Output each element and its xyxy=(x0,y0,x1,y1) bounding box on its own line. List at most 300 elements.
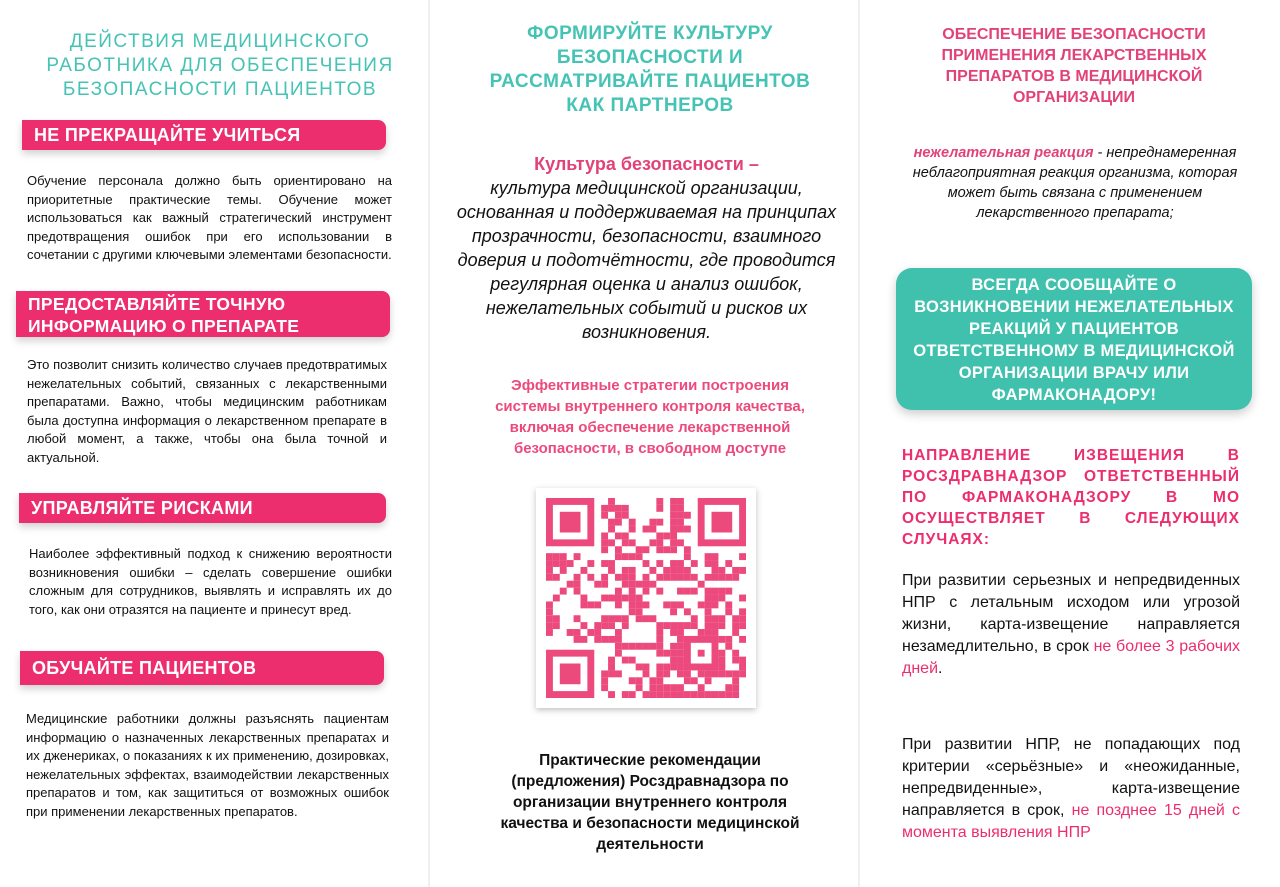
qr-module xyxy=(643,560,650,567)
qr-module xyxy=(608,636,615,643)
qr-module xyxy=(677,684,684,691)
qr-module xyxy=(567,581,574,588)
qr-module xyxy=(712,553,719,560)
qr-module xyxy=(608,505,615,512)
qr-module xyxy=(608,622,615,629)
qr-module xyxy=(677,498,684,505)
qr-code[interactable] xyxy=(536,488,756,708)
qr-module xyxy=(553,615,560,622)
qr-module xyxy=(739,567,746,574)
qr-module xyxy=(546,560,553,567)
qr-module xyxy=(622,622,629,629)
qr-module xyxy=(677,650,684,657)
qr-module xyxy=(643,581,650,588)
qr-module xyxy=(663,622,670,629)
qr-module xyxy=(629,643,636,650)
section-text: Обучение персонала должно быть ориентировано на приоритетные практические темы. Обучение может использоваться как важный стратегический инструмент предотвращения ошибок при его использовании в сочетании с другими ключевыми элементами безопасности. xyxy=(27,173,392,262)
section-text: Медицинские работники должны разъяснять пациентам информацию о назначенных лекарственных препаратах и их дженериках, о показаниях к их применению, дозировках, нежелательных эффектах, взаимодействии лекарственных препаратов и том, как защититься от возможных ошибок при применении лекарственных препаратов. xyxy=(26,711,389,819)
qr-module xyxy=(615,643,622,650)
qr-module xyxy=(663,532,670,539)
qr-module xyxy=(656,560,663,567)
qr-module xyxy=(677,629,684,636)
qr-module xyxy=(601,670,608,677)
qr-module xyxy=(629,608,636,615)
qr-module xyxy=(594,622,601,629)
qr-module xyxy=(670,608,677,615)
qr-module xyxy=(601,677,608,684)
qr-module xyxy=(656,684,663,691)
qr-module xyxy=(636,684,643,691)
qr-module xyxy=(663,601,670,608)
qr-module xyxy=(677,691,684,698)
qr-module xyxy=(601,546,608,553)
qr-module xyxy=(629,519,636,526)
qr-module xyxy=(649,519,656,526)
qr-module xyxy=(594,629,601,636)
qr-module xyxy=(601,684,608,691)
qr-module xyxy=(718,636,725,643)
qr-module xyxy=(656,664,663,671)
qr-module xyxy=(718,588,725,595)
qr-module xyxy=(718,574,725,581)
qr-module xyxy=(656,670,663,677)
qr-module xyxy=(684,622,691,629)
qr-module xyxy=(601,512,608,519)
qr-module xyxy=(739,664,746,671)
qr-module xyxy=(574,636,581,643)
section-heading: ПРЕДОСТАВЛЯЙТЕ ТОЧНУЮ ИНФОРМАЦИЮ О ПРЕПАРАТЕ xyxy=(16,291,390,337)
qr-module xyxy=(546,608,553,615)
qr-module xyxy=(608,615,615,622)
qr-module xyxy=(663,574,670,581)
qr-module xyxy=(643,615,650,622)
qr-module xyxy=(712,588,719,595)
qr-module xyxy=(608,498,615,505)
qr-module xyxy=(725,588,732,595)
qr-module xyxy=(705,629,712,636)
qr-module xyxy=(636,546,643,553)
qr-module xyxy=(643,643,650,650)
qr-module xyxy=(553,595,560,602)
qr-module xyxy=(546,629,553,636)
qr-module xyxy=(691,615,698,622)
qr-module xyxy=(663,691,670,698)
qr-module xyxy=(691,574,698,581)
qr-module xyxy=(608,519,615,526)
qr-module xyxy=(684,567,691,574)
qr-module xyxy=(574,553,581,560)
qr-module xyxy=(629,601,636,608)
qr-module xyxy=(663,664,670,671)
qr-module xyxy=(684,512,691,519)
qr-module xyxy=(601,615,608,622)
qr-module xyxy=(677,539,684,546)
qr-module xyxy=(656,498,663,505)
qr-module xyxy=(629,595,636,602)
qr-module xyxy=(677,526,684,533)
qr-module xyxy=(560,553,567,560)
qr-module xyxy=(705,622,712,629)
qr-module xyxy=(622,581,629,588)
panel-title: ФОРМИРУЙТЕ КУЛЬТУРУ БЕЗОПАСНОСТИ И РАССМАТРИВАЙТЕ ПАЦИЕНТОВ КАК ПАРТНЕРОВ xyxy=(489,23,811,116)
qr-module xyxy=(670,684,677,691)
qr-module xyxy=(601,532,608,539)
qr-module xyxy=(594,636,601,643)
qr-module xyxy=(677,670,684,677)
qr-module xyxy=(643,526,650,533)
qr-module xyxy=(705,691,712,698)
qr-module xyxy=(580,622,587,629)
qr-module xyxy=(649,684,656,691)
qr-module xyxy=(677,601,684,608)
qr-module xyxy=(546,601,553,608)
qr-module xyxy=(684,691,691,698)
qr-module xyxy=(732,622,739,629)
qr-module xyxy=(622,505,629,512)
definition-text: - непреднамеренная неблагоприятная реакция организма, которая может быть связана с применением лекарственного препарата; xyxy=(912,145,1238,221)
qr-module xyxy=(705,608,712,615)
case-other xyxy=(902,734,1240,844)
qr-module xyxy=(636,601,643,608)
qr-module xyxy=(656,629,663,636)
qr-module xyxy=(560,560,567,567)
qr-module xyxy=(649,615,656,622)
qr-module xyxy=(574,629,581,636)
culture-definition xyxy=(444,152,849,344)
qr-module xyxy=(725,608,732,615)
qr-module xyxy=(712,560,719,567)
qr-module xyxy=(677,574,684,581)
qr-module xyxy=(684,588,691,595)
qr-module xyxy=(636,553,643,560)
qr-module xyxy=(574,574,581,581)
culture-title: Культура безопасности – xyxy=(534,154,759,174)
qr-module xyxy=(663,567,670,574)
qr-module xyxy=(670,650,677,657)
qr-module xyxy=(608,560,615,567)
qr-module xyxy=(546,574,553,581)
qr-module xyxy=(546,615,553,622)
qr-module xyxy=(643,546,650,553)
qr-module xyxy=(739,608,746,615)
qr-module xyxy=(732,670,739,677)
qr-module xyxy=(608,670,615,677)
qr-module xyxy=(712,601,719,608)
right-panel xyxy=(860,0,1280,887)
qr-module xyxy=(615,650,622,657)
qr-module xyxy=(663,650,670,657)
qr-module xyxy=(677,512,684,519)
qr-module xyxy=(684,677,691,684)
panel-title: ОБЕСПЕЧЕНИЕ БЕЗОПАСНОСТИ ПРИМЕНЕНИЯ ЛЕКАРСТВЕННЫХ ПРЕПАРАТОВ В МЕДИЦИНСКОЙ ОРГАНИЗАЦИИ xyxy=(941,26,1207,106)
qr-module xyxy=(615,519,622,526)
qr-module xyxy=(698,650,705,657)
qr-module xyxy=(725,691,732,698)
qr-module xyxy=(636,664,643,671)
qr-module xyxy=(601,581,608,588)
qr-module xyxy=(670,691,677,698)
qr-module xyxy=(649,581,656,588)
qr-module xyxy=(718,657,725,664)
qr-module xyxy=(670,512,677,519)
qr-module xyxy=(732,684,739,691)
qr-module xyxy=(615,588,622,595)
qr-module xyxy=(629,581,636,588)
qr-module xyxy=(739,615,746,622)
qr-module xyxy=(705,574,712,581)
qr-module xyxy=(608,539,615,546)
qr-module xyxy=(629,691,636,698)
qr-module xyxy=(649,677,656,684)
case-other-deadline: не позднее 15 дней с момента выявления НПР xyxy=(902,802,1240,841)
qr-module xyxy=(594,581,601,588)
qr-module xyxy=(718,650,725,657)
qr-module xyxy=(580,595,587,602)
qr-module xyxy=(656,519,663,526)
qr-module xyxy=(670,657,677,664)
qr-module xyxy=(580,636,587,643)
qr-module xyxy=(656,636,663,643)
qr-module xyxy=(712,622,719,629)
qr-module xyxy=(656,643,663,650)
qr-module xyxy=(622,553,629,560)
qr-module xyxy=(560,664,581,685)
qr-module xyxy=(608,595,615,602)
qr-module xyxy=(677,588,684,595)
qr-module xyxy=(615,532,622,539)
qr-module xyxy=(594,601,601,608)
definition-term: нежелательная реакция xyxy=(913,145,1094,161)
notice-heading: НАПРАВЛЕНИЕ ИЗВЕЩЕНИЯ В РОСЗДРАВНАДЗОР ОТВЕТСТВЕННЫЙ ПО ФАРМАКОНАДЗОРУ В МО ОСУЩЕСТВЛЯЕТ В СЛЕДУЮЩИХ СЛУЧАЯХ: xyxy=(902,447,1240,548)
qr-module xyxy=(649,539,656,546)
qr-module xyxy=(705,615,712,622)
qr-module xyxy=(636,581,643,588)
qr-module xyxy=(567,629,574,636)
qr-module xyxy=(622,615,629,622)
qr-module xyxy=(553,553,560,560)
qr-module xyxy=(698,684,705,691)
qr-module xyxy=(698,601,705,608)
qr-module xyxy=(608,664,615,671)
qr-module xyxy=(725,601,732,608)
qr-module xyxy=(601,622,608,629)
qr-module xyxy=(725,643,732,650)
qr-module xyxy=(670,532,677,539)
qr-module xyxy=(677,622,684,629)
case-serious xyxy=(902,570,1240,680)
qr-module xyxy=(622,574,629,581)
qr-module xyxy=(574,581,581,588)
qr-module xyxy=(670,505,677,512)
qr-module xyxy=(643,664,650,671)
qr-module xyxy=(705,588,712,595)
qr-module xyxy=(670,629,677,636)
qr-module xyxy=(698,691,705,698)
qr-module xyxy=(718,670,725,677)
qr-module xyxy=(725,684,732,691)
qr-module xyxy=(649,526,656,533)
qr-module xyxy=(615,629,622,636)
qr-module xyxy=(705,670,712,677)
qr-module xyxy=(574,615,581,622)
qr-module xyxy=(636,677,643,684)
qr-module xyxy=(718,615,725,622)
qr-module xyxy=(670,601,677,608)
qr-module xyxy=(580,567,587,574)
qr-module xyxy=(656,539,663,546)
qr-module xyxy=(732,691,739,698)
qr-module xyxy=(684,608,691,615)
case-serious-deadline: не более 3 рабочих дней xyxy=(902,638,1241,677)
qr-module xyxy=(560,512,581,533)
qr-code-icon xyxy=(546,498,746,698)
qr-module xyxy=(684,526,691,533)
qr-module xyxy=(629,553,636,560)
qr-module xyxy=(615,574,622,581)
qr-module xyxy=(656,622,663,629)
qr-module xyxy=(587,629,594,636)
section-text: Это позволит снизить количество случаев предотвратимых нежелательных событий, связанных с лекарственными препаратами. Важно, чтобы медицинским работникам была доступна информация о лекарственном препарате в любой момент, а также, чтобы она была точной и актуальной. xyxy=(27,357,387,465)
qr-module xyxy=(732,650,739,657)
qr-module xyxy=(712,567,719,574)
qr-module xyxy=(643,691,650,698)
qr-module xyxy=(615,505,622,512)
qr-module xyxy=(574,588,581,595)
qr-module xyxy=(712,512,733,533)
qr-module xyxy=(677,664,684,671)
qr-module xyxy=(670,526,677,533)
qr-module xyxy=(587,574,594,581)
center-panel xyxy=(430,0,858,887)
qr-module xyxy=(718,595,725,602)
qr-module xyxy=(739,553,746,560)
qr-module xyxy=(649,643,656,650)
qr-module xyxy=(663,546,670,553)
qr-module xyxy=(546,622,553,629)
qr-module xyxy=(705,560,712,567)
qr-module xyxy=(622,512,629,519)
qr-module xyxy=(629,657,636,664)
section-heading: УПРАВЛЯЙТЕ РИСКАМИ xyxy=(19,493,386,523)
qr-module xyxy=(629,588,636,595)
qr-module xyxy=(677,636,684,643)
qr-module xyxy=(705,601,712,608)
culture-text: культура медицинской организации, основанная и поддерживаемая на принципах прозрачности, безопасности, взаимного доверия и подотчётности, где проводится регулярная оценка и анализ ошибок, нежелательных событий и рисков их возникновения. xyxy=(456,178,837,342)
qr-module xyxy=(712,615,719,622)
qr-module xyxy=(677,560,684,567)
qr-module xyxy=(712,574,719,581)
qr-module xyxy=(546,553,553,560)
qr-module xyxy=(732,657,739,664)
qr-module xyxy=(670,643,677,650)
qr-module xyxy=(636,608,643,615)
qr-module xyxy=(560,567,567,574)
qr-module xyxy=(670,664,677,671)
qr-module xyxy=(691,560,698,567)
qr-module xyxy=(622,539,629,546)
qr-module xyxy=(739,636,746,643)
qr-module xyxy=(732,615,739,622)
qr-module xyxy=(677,505,684,512)
qr-module xyxy=(553,574,560,581)
qr-module xyxy=(677,567,684,574)
qr-module xyxy=(615,615,622,622)
qr-module xyxy=(677,657,684,664)
recommendations-title: Практические рекомендации (предложения) Росздравнадзора по организации внутреннего контроля качества и безопасности медицинской деятельности xyxy=(500,752,800,853)
qr-module xyxy=(615,601,622,608)
qr-module xyxy=(615,670,622,677)
qr-module xyxy=(732,574,739,581)
qr-module xyxy=(608,657,615,664)
case-serious-end: . xyxy=(938,660,943,677)
qr-module xyxy=(622,657,629,664)
qr-module xyxy=(629,526,636,533)
qr-module xyxy=(553,560,560,567)
qr-module xyxy=(629,567,636,574)
qr-module xyxy=(643,601,650,608)
qr-module xyxy=(615,595,622,602)
qr-module xyxy=(718,664,725,671)
qr-module xyxy=(712,629,719,636)
qr-module xyxy=(546,567,553,574)
qr-module xyxy=(663,670,670,677)
qr-module xyxy=(684,574,691,581)
qr-module xyxy=(615,636,622,643)
qr-module xyxy=(656,691,663,698)
qr-module xyxy=(622,532,629,539)
qr-module xyxy=(670,546,677,553)
adverse-reaction-definition xyxy=(900,143,1250,223)
qr-module xyxy=(691,677,698,684)
qr-module xyxy=(718,622,725,629)
qr-module xyxy=(691,691,698,698)
case-other-text: При развитии НПР, не попадающих под критерии «серьёзные» и «неожиданные, непредвиденные», карта-извещение направляется в срок, xyxy=(902,736,1240,819)
qr-module xyxy=(684,553,691,560)
qr-module xyxy=(601,539,608,546)
qr-module xyxy=(622,595,629,602)
qr-module xyxy=(663,684,670,691)
qr-module xyxy=(670,519,677,526)
qr-module xyxy=(725,670,732,677)
qr-module xyxy=(712,670,719,677)
qr-module xyxy=(670,622,677,629)
qr-module xyxy=(732,567,739,574)
qr-module xyxy=(601,574,608,581)
qr-module xyxy=(622,643,629,650)
qr-module xyxy=(615,546,622,553)
qr-module xyxy=(636,643,643,650)
qr-module xyxy=(677,519,684,526)
section-heading: ОБУЧАЙТЕ ПАЦИЕНТОВ xyxy=(20,651,384,685)
qr-module xyxy=(705,595,712,602)
qr-module xyxy=(629,539,636,546)
qr-module xyxy=(691,588,698,595)
qr-module xyxy=(587,601,594,608)
qr-module xyxy=(718,567,725,574)
qr-module xyxy=(656,677,663,684)
qr-module xyxy=(608,567,615,574)
qr-module xyxy=(629,574,636,581)
qr-module xyxy=(601,595,608,602)
qr-module xyxy=(691,622,698,629)
qr-module xyxy=(656,532,663,539)
qr-module xyxy=(608,691,615,698)
qr-module xyxy=(608,526,615,533)
report-callout: ВСЕГДА СООБЩАЙТЕ О ВОЗНИКНОВЕНИИ НЕЖЕЛАТЕЛЬНЫХ РЕАКЦИЙ У ПАЦИЕНТОВ ОТВЕТСТВЕННОМУ В МЕДИЦИНСКОЙ ОРГАНИЗАЦИИ ВРАЧУ ИЛИ ФАРМАКОНАДОРУ! xyxy=(896,268,1252,410)
qr-module xyxy=(739,657,746,664)
qr-module xyxy=(643,670,650,677)
qr-module xyxy=(656,588,663,595)
